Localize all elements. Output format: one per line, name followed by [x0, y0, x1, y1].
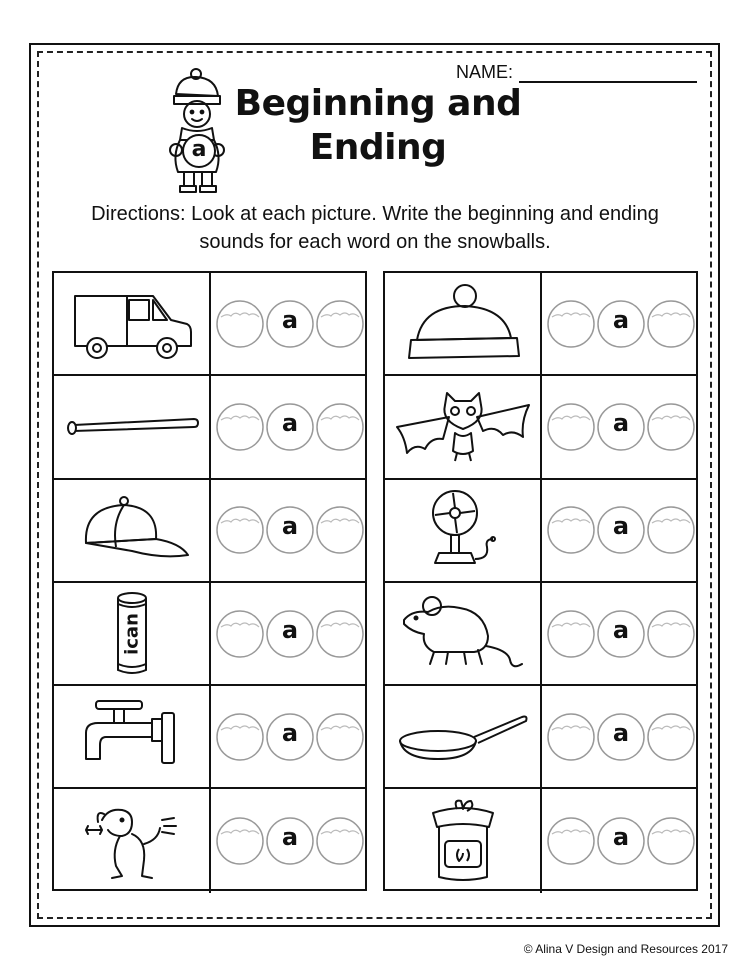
snowball-set — [542, 376, 696, 477]
snowball-vowel — [265, 402, 315, 452]
snowball-vowel — [596, 402, 646, 452]
name-line[interactable] — [519, 65, 697, 83]
snowball-vowel — [265, 609, 315, 659]
snowball-ending[interactable] — [315, 402, 365, 452]
right-word-grid — [383, 271, 698, 891]
snowball-beginning[interactable] — [215, 816, 265, 866]
snowball-set — [211, 273, 365, 374]
snowball-beginning[interactable] — [546, 712, 596, 762]
vowel-letter: a — [281, 512, 299, 541]
word-row — [385, 376, 696, 479]
snowball-set — [542, 583, 696, 684]
word-row — [54, 376, 365, 479]
snowball-ending[interactable] — [646, 299, 696, 349]
name-field — [456, 62, 697, 83]
can-label: ican — [121, 612, 142, 655]
rat-icon — [385, 583, 542, 684]
snowball-beginning[interactable] — [546, 816, 596, 866]
vowel-letter: a — [281, 718, 299, 747]
vowel-letter: a — [612, 615, 630, 644]
van-icon — [54, 273, 211, 374]
bat-animal-icon — [385, 376, 542, 477]
vowel-letter: a — [281, 823, 299, 852]
word-row — [385, 273, 696, 376]
snowball-ending[interactable] — [315, 712, 365, 762]
snowball-vowel — [265, 505, 315, 555]
snowball-ending[interactable] — [646, 712, 696, 762]
word-row — [385, 480, 696, 583]
word-row — [54, 583, 365, 686]
can-icon — [54, 583, 211, 684]
snowball-set — [211, 480, 365, 581]
snowball-vowel — [265, 299, 315, 349]
word-row — [54, 789, 365, 892]
pan-icon — [385, 686, 542, 787]
vowel-letter: a — [281, 305, 299, 334]
snowball-set — [211, 376, 365, 477]
snowball-beginning[interactable] — [546, 609, 596, 659]
kid-illustration-icon — [160, 68, 236, 196]
snowball-beginning[interactable] — [546, 505, 596, 555]
snowball-set — [542, 480, 696, 581]
snowball-vowel — [596, 816, 646, 866]
snowball-beginning[interactable] — [215, 505, 265, 555]
vowel-letter: a — [612, 305, 630, 334]
snowball-ending[interactable] — [646, 402, 696, 452]
dog-wag-icon — [54, 789, 211, 892]
bat-baseball-icon — [54, 376, 211, 477]
snowball-set — [211, 583, 365, 684]
vowel-letter: a — [612, 408, 630, 437]
snowball-beginning[interactable] — [546, 402, 596, 452]
word-row — [54, 480, 365, 583]
snowball-vowel — [596, 609, 646, 659]
snowball-ending[interactable] — [315, 816, 365, 866]
vowel-letter: a — [612, 512, 630, 541]
word-row — [385, 583, 696, 686]
name-label: NAME: — [456, 62, 514, 82]
vowel-letter: a — [281, 408, 299, 437]
cap-icon — [54, 480, 211, 581]
snowball-beginning[interactable] — [215, 299, 265, 349]
vowel-letter: a — [281, 615, 299, 644]
vowel-letter: a — [612, 718, 630, 747]
snowball-beginning[interactable] — [215, 712, 265, 762]
word-row — [385, 789, 696, 892]
snowball-ending[interactable] — [646, 816, 696, 866]
snowball-set — [542, 789, 696, 892]
word-row — [54, 273, 365, 376]
left-word-grid — [52, 271, 367, 891]
snowball-beginning[interactable] — [215, 609, 265, 659]
snowball-ending[interactable] — [315, 505, 365, 555]
directions-text: Directions: Look at each picture. Write the beginning and ending sounds for each word on the snowballs. — [91, 203, 659, 253]
snowball-beginning[interactable] — [215, 402, 265, 452]
word-row — [385, 686, 696, 789]
snowball-set — [542, 273, 696, 374]
snowball-vowel — [265, 712, 315, 762]
vowel-letter: a — [612, 823, 630, 852]
word-row — [54, 686, 365, 789]
snowball-ending[interactable] — [315, 609, 365, 659]
badge-letter: a — [182, 134, 216, 168]
snowball-vowel — [265, 816, 315, 866]
snowball-vowel — [596, 712, 646, 762]
fan-icon — [385, 480, 542, 581]
snowball-vowel — [596, 505, 646, 555]
snowball-beginning[interactable] — [546, 299, 596, 349]
tap-icon — [54, 686, 211, 787]
snowball-set — [211, 686, 365, 787]
snowball-ending[interactable] — [646, 505, 696, 555]
snowball-set — [211, 789, 365, 892]
jam-icon — [385, 789, 542, 892]
copyright-text: © Alina V Design and Resources 2017 — [523, 942, 728, 956]
snowball-ending[interactable] — [315, 299, 365, 349]
snowball-vowel — [596, 299, 646, 349]
snowball-set — [542, 686, 696, 787]
snowball-ending[interactable] — [646, 609, 696, 659]
page-title: Beginning and Ending — [234, 83, 522, 168]
hat-icon — [385, 273, 542, 374]
